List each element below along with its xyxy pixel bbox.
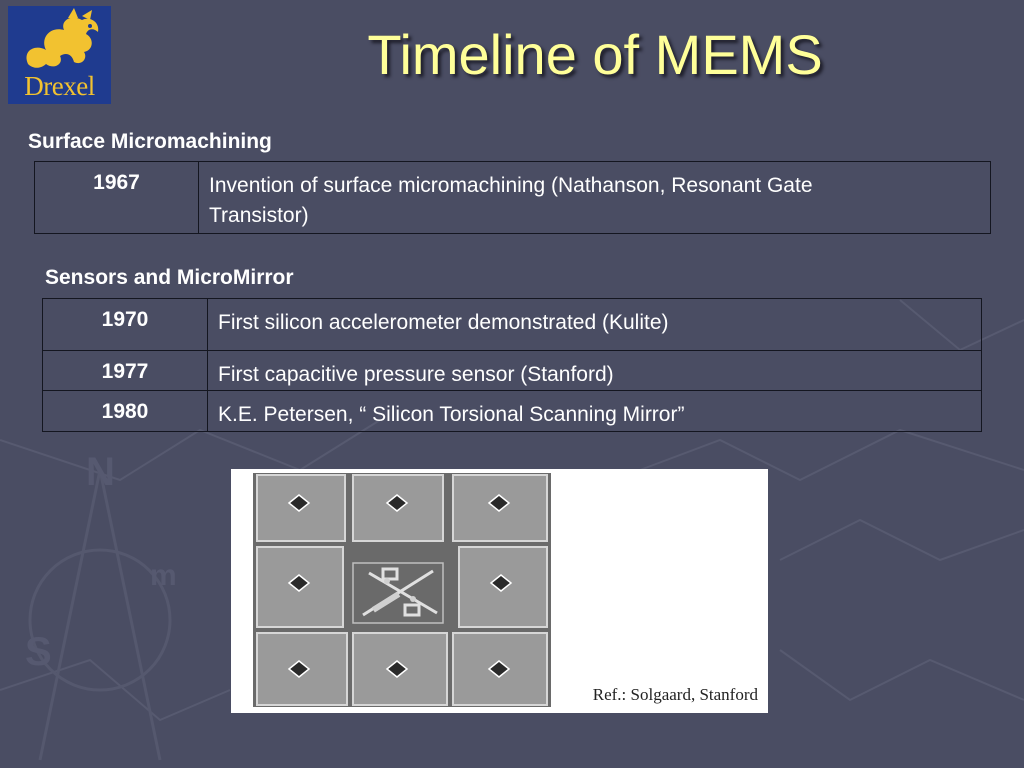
year-cell: 1967 bbox=[35, 162, 199, 234]
svg-text:S: S bbox=[25, 630, 52, 674]
svg-text:N: N bbox=[86, 450, 115, 494]
micromirror-figure bbox=[231, 469, 768, 713]
micromirror-array-image bbox=[253, 473, 551, 707]
description-cell bbox=[199, 162, 991, 234]
section-heading-sensors-micromirror: Sensors and MicroMirror bbox=[45, 266, 294, 289]
drexel-logo bbox=[8, 6, 111, 104]
year-cell: 1980 bbox=[43, 391, 208, 432]
description-cell: First capacitive pressure sensor (Stanford) bbox=[208, 351, 982, 391]
table-row bbox=[43, 391, 982, 432]
table-row bbox=[43, 299, 982, 351]
figure-reference: Ref.: Solgaard, Stanford bbox=[592, 685, 758, 704]
year-cell: 1970 bbox=[43, 299, 208, 351]
svg-text:m: m bbox=[150, 559, 177, 592]
dragon-icon bbox=[8, 6, 111, 76]
description-cell: First silicon accelerometer demonstrated (Kulite) bbox=[208, 299, 982, 351]
section-heading-surface-micromachining: Surface Micromachining bbox=[28, 130, 272, 153]
page-title: Timeline of MEMS bbox=[367, 23, 823, 86]
year-cell: 1977 bbox=[43, 351, 208, 391]
description-text: Invention of surface micromachining (Nathanson, Resonant Gate Transistor) bbox=[209, 174, 813, 228]
description-cell: K.E. Petersen, “ Silicon Torsional Scanning Mirror” bbox=[208, 391, 982, 432]
logo-wordmark: Drexel bbox=[24, 71, 95, 101]
table-row bbox=[35, 162, 991, 234]
timeline-table-sensors-micromirror bbox=[42, 298, 982, 432]
timeline-table-surface-micromachining bbox=[34, 161, 991, 234]
table-row bbox=[43, 351, 982, 391]
